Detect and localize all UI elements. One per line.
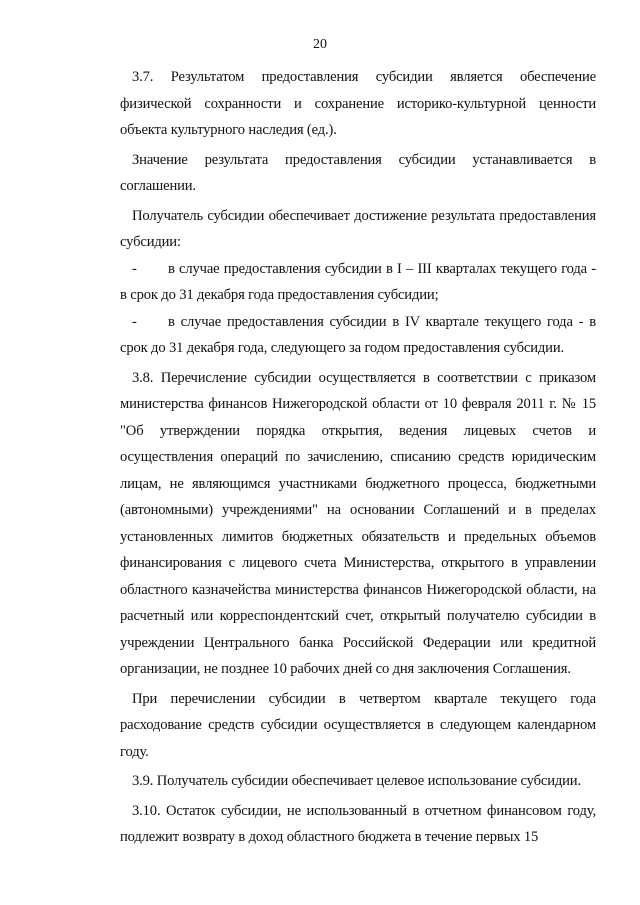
dash-bullet: - <box>132 313 137 330</box>
document-body <box>120 64 596 851</box>
paragraph-3-8: 3.8. Перечисление субсидии осуществляется в соответствии с приказом министерства финансов Нижегородской области от 10 февраля 2011 г. № 15 "Об утверждении порядка открытия, ведения лицевых счетов и осуществления операций по зачислению, списанию средств юридическим лицам, не являющимся участниками бюджетного процесса, бюджетными (автономными) учреждениями" на основании Соглашений и в пределах установленных лимитов бюджетных обязательств и предельных объемов финансирования с лицевого счета Министерства, открытого в управлении областного казначейства министерства финансов Нижегородской области, на расчетный или корреспондентский счет, открытый получателю субсидии в учреждении Центрального банка Российской Федерации или кредитной организации, не позднее 10 рабочих дней со дня заключения Соглашения. <box>120 369 596 677</box>
page-number: 20 <box>313 37 327 52</box>
list-item-text: в случае предоставления субсидии в I – III кварталах текущего года - в срок до 31 декабря года предоставления субсидии; <box>120 260 596 303</box>
paragraph-fourth-quarter: При перечислении субсидии в четвертом квартале текущего года расходование средств субсидии осуществляется в следующем календарном году. <box>120 690 596 760</box>
list-item <box>120 309 596 362</box>
list-item-text: в случае предоставления субсидии в IV квартале текущего года - в срок до 31 декабря года, следующего за годом предоставления субсидии. <box>120 313 596 356</box>
list-item <box>120 256 596 309</box>
paragraph-3-9: 3.9. Получатель субсидии обеспечивает целевое использование субсидии. <box>132 773 581 789</box>
paragraph-recipient-achievement: Получатель субсидии обеспечивает достижение результата предоставления субсидии: <box>120 207 596 250</box>
dash-bullet: - <box>132 260 137 277</box>
paragraph-3-7: 3.7. Результатом предоставления субсидии является обеспечение физической сохранности и сохранение историко-культурной ценности объекта культурного наследия (ед.). <box>120 69 596 138</box>
paragraph-result-value: Значение результата предоставления субсидии устанавливается в соглашении. <box>120 151 596 194</box>
paragraph-3-10: 3.10. Остаток субсидии, не использованный в отчетном финансовом году, подлежит возврату в доход областного бюджета в течение первых 15 <box>120 802 596 845</box>
